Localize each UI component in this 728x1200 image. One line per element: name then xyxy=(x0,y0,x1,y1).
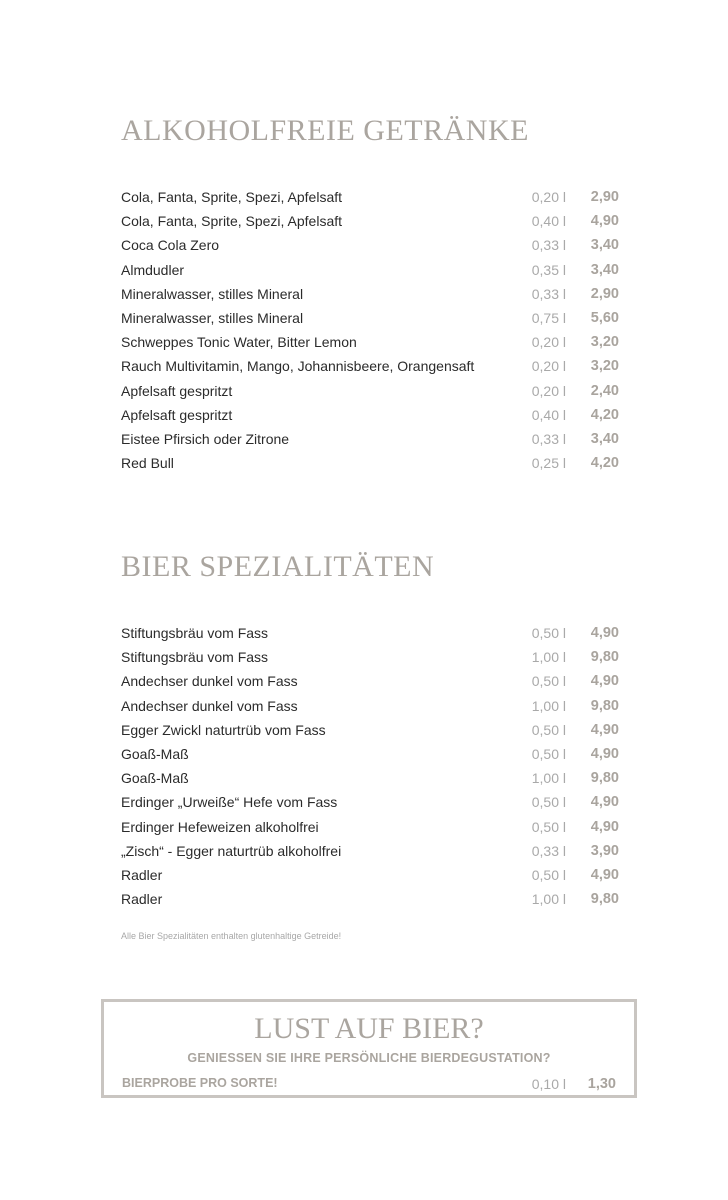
item-name: Almdudler xyxy=(121,261,185,278)
menu-item xyxy=(121,790,621,814)
item-price: 3,90 xyxy=(590,842,619,859)
menu-item xyxy=(121,621,621,645)
section-alkoholfreie-getraenke xyxy=(121,113,621,475)
item-volume: 1,00 l xyxy=(531,891,566,908)
menu-item xyxy=(121,669,621,693)
item-name: Rauch Multivitamin, Mango, Johannisbeere, Orangensaft xyxy=(121,358,475,375)
item-volume: 1,00 l xyxy=(531,649,566,666)
menu-item xyxy=(121,863,621,887)
item-price: 3,40 xyxy=(590,261,619,278)
menu-item xyxy=(121,354,621,378)
section-bier-spezialitaeten xyxy=(121,549,621,911)
item-name: Eistee Pfirsich oder Zitrone xyxy=(121,430,290,447)
item-name: Egger Zwickl naturtrüb vom Fass xyxy=(121,721,326,738)
promo-title: LUST AUF BIER? xyxy=(254,1012,484,1045)
item-volume: 0,50 l xyxy=(531,625,566,641)
item-volume: 1,00 l xyxy=(531,697,566,714)
item-name: Schweppes Tonic Water, Bitter Lemon xyxy=(121,334,357,351)
item-price: 4,90 xyxy=(590,866,619,883)
item-price: 9,80 xyxy=(590,891,619,908)
menu-item xyxy=(121,403,621,427)
item-price: 2,90 xyxy=(590,285,619,302)
item-volume: 0,20 l xyxy=(531,189,566,205)
promo-item-name: BIERPROBE PRO SORTE! xyxy=(122,1076,278,1090)
item-volume: 0,50 l xyxy=(531,745,566,762)
item-price: 2,90 xyxy=(590,189,619,205)
item-name: Erdinger Hefeweizen alkoholfrei xyxy=(121,818,319,835)
item-name: Erdinger „Urweiße“ Hefe vom Fass xyxy=(121,794,338,811)
item-price: 4,90 xyxy=(590,794,619,811)
item-volume: 0,33 l xyxy=(531,842,566,859)
item-price: 4,90 xyxy=(590,745,619,762)
menu-item xyxy=(121,379,621,403)
menu-item xyxy=(121,742,621,766)
item-price: 9,80 xyxy=(590,697,619,714)
item-name: Red Bull xyxy=(121,455,174,472)
gluten-footnote: Alle Bier Spezialitäten enthalten glutenhaltige Getreide! xyxy=(121,931,342,941)
item-price: 2,40 xyxy=(590,382,619,399)
item-price: 5,60 xyxy=(590,309,619,326)
item-volume: 1,00 l xyxy=(531,770,566,787)
menu-item xyxy=(121,306,621,330)
item-name: Radler xyxy=(121,866,163,883)
item-name: „Zisch“ - Egger naturtrüb alkoholfrei xyxy=(121,842,342,859)
item-name: Goaß-Maß xyxy=(121,745,189,762)
menu-item xyxy=(121,766,621,790)
item-volume: 0,33 l xyxy=(531,430,566,447)
item-name: Cola, Fanta, Sprite, Spezi, Apfelsaft xyxy=(121,213,343,230)
item-volume: 0,50 l xyxy=(531,818,566,835)
menu-list xyxy=(121,185,621,475)
menu-item xyxy=(121,282,621,306)
menu-item xyxy=(121,209,621,233)
item-price: 3,20 xyxy=(590,334,619,351)
menu-item xyxy=(121,815,621,839)
item-name: Apfelsaft gespritzt xyxy=(121,406,233,423)
item-name: Radler xyxy=(121,891,163,908)
item-name: Cola, Fanta, Sprite, Spezi, Apfelsaft xyxy=(121,189,343,205)
item-price: 4,90 xyxy=(590,625,619,641)
item-name: Andechser dunkel vom Fass xyxy=(121,697,298,714)
item-price: 9,80 xyxy=(590,770,619,787)
menu-item xyxy=(121,718,621,742)
item-price: 4,90 xyxy=(590,213,619,230)
menu-item xyxy=(121,185,621,209)
menu-item xyxy=(121,330,621,354)
item-price: 3,40 xyxy=(590,430,619,447)
item-volume: 0,35 l xyxy=(531,261,566,278)
item-name: Andechser dunkel vom Fass xyxy=(121,673,298,690)
item-volume: 0,40 l xyxy=(531,406,566,423)
item-price: 4,90 xyxy=(590,673,619,690)
item-name: Mineralwasser, stilles Mineral xyxy=(121,285,304,302)
promo-item-volume: 0,10 l xyxy=(531,1076,566,1092)
promo-subtitle: GENIESSEN SIE IHRE PERSÖNLICHE BIERDEGUSTATION? xyxy=(187,1051,551,1065)
item-price: 9,80 xyxy=(590,649,619,666)
menu-item xyxy=(121,233,621,257)
item-name: Apfelsaft gespritzt xyxy=(121,382,233,399)
item-volume: 0,75 l xyxy=(531,309,566,326)
item-price: 3,20 xyxy=(590,358,619,375)
item-volume: 0,50 l xyxy=(531,721,566,738)
menu-list xyxy=(121,621,621,911)
item-name: Goaß-Maß xyxy=(121,770,189,787)
item-volume: 0,50 l xyxy=(531,673,566,690)
promo-item-price: 1,30 xyxy=(587,1076,616,1092)
item-name: Stiftungsbräu vom Fass xyxy=(121,625,269,641)
menu-item xyxy=(121,887,621,911)
section-title: BIER SPEZIALITÄTEN xyxy=(121,550,435,583)
menu-item xyxy=(121,258,621,282)
item-volume: 0,25 l xyxy=(531,455,566,472)
item-volume: 0,20 l xyxy=(531,334,566,351)
menu-item xyxy=(121,839,621,863)
item-price: 4,20 xyxy=(590,455,619,472)
item-volume: 0,33 l xyxy=(531,237,566,254)
item-volume: 0,20 l xyxy=(531,382,566,399)
item-price: 4,90 xyxy=(590,721,619,738)
section-title: ALKOHOLFREIE GETRÄNKE xyxy=(121,114,529,147)
menu-item xyxy=(121,427,621,451)
item-volume: 0,40 l xyxy=(531,213,566,230)
item-price: 4,90 xyxy=(590,818,619,835)
item-name: Stiftungsbräu vom Fass xyxy=(121,649,269,666)
item-price: 3,40 xyxy=(590,237,619,254)
menu-item xyxy=(121,694,621,718)
item-name: Coca Cola Zero xyxy=(121,237,220,254)
item-volume: 0,33 l xyxy=(531,285,566,302)
item-name: Mineralwasser, stilles Mineral xyxy=(121,309,304,326)
item-volume: 0,50 l xyxy=(531,794,566,811)
menu-item xyxy=(121,451,621,475)
item-volume: 0,20 l xyxy=(531,358,566,375)
menu-item xyxy=(121,645,621,669)
promo-box xyxy=(101,999,637,1098)
item-volume: 0,50 l xyxy=(531,866,566,883)
item-price: 4,20 xyxy=(590,406,619,423)
